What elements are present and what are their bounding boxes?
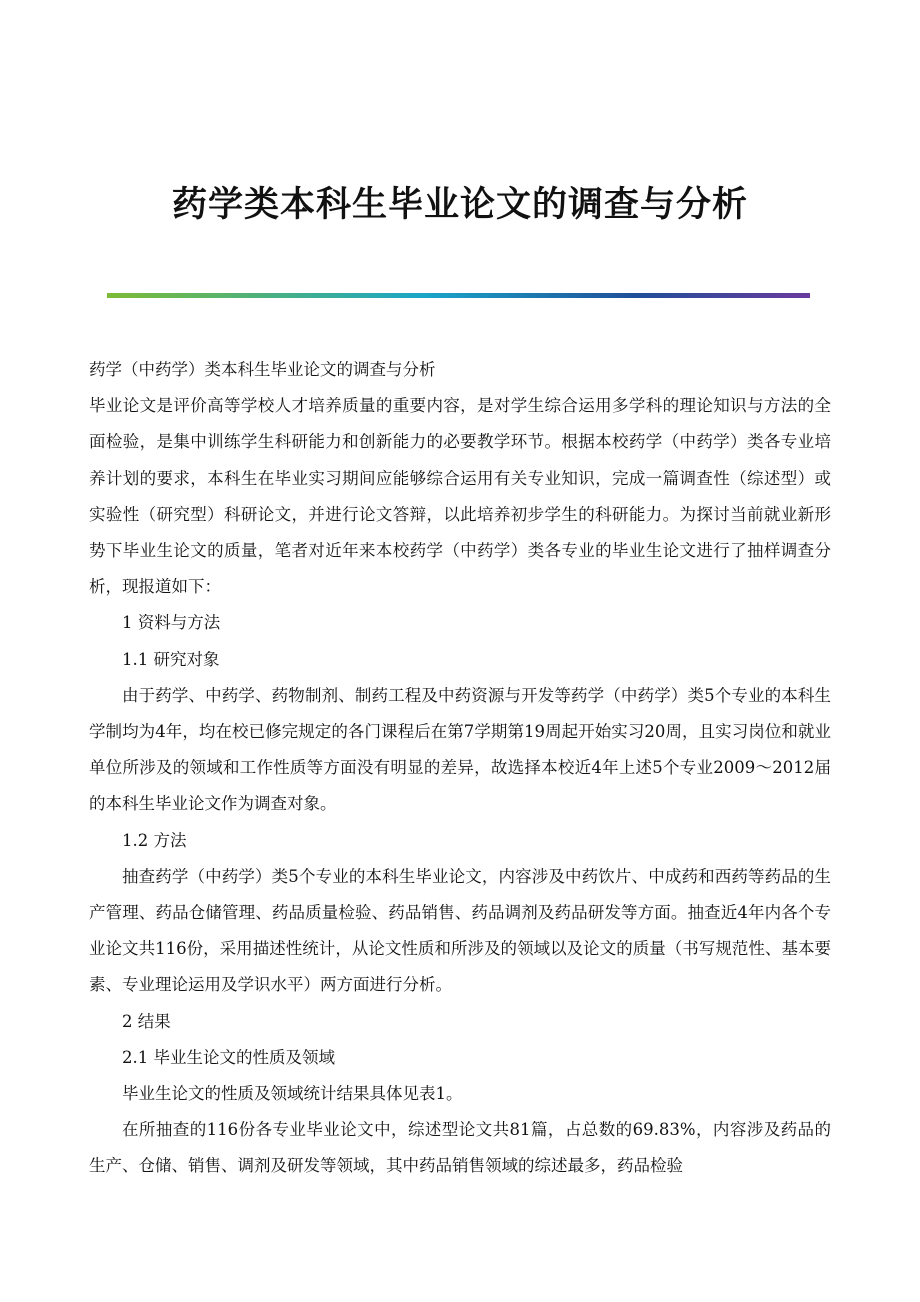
paragraph-table-ref: 毕业生论文的性质及领域统计结果具体见表1。 — [122, 1084, 463, 1104]
section-heading-2-1: 2.1 毕业生论文的性质及领域 — [122, 1047, 335, 1067]
section-heading-1: 1 资料与方法 — [122, 613, 221, 633]
document-title: 药学类本科生毕业论文的调查与分析 — [171, 185, 748, 225]
section-heading-1-1: 1.1 研究对象 — [122, 649, 220, 669]
subtitle: 药学（中药学）类本科生毕业论文的调查与分析 — [89, 360, 436, 379]
paragraph-results: 在所抽查的116份各专业毕业论文中，综述型论文共81篇，占总数的69.83%，内容涉及药品的生产、仓储、销售、调剂及研发等领域，其中药品销售领域的综述最多，药品检验 — [89, 1120, 831, 1176]
title-divider — [107, 293, 810, 298]
intro-paragraph: 毕业论文是评价高等学校人才培养质量的重要内容，是对学生综合运用多学科的理论知识与方法的全面检验，是集中训练学生科研能力和创新能力的必要教学环节。根据本校药学（中药学）类各专业培养计划的要求，本科生在毕业实习期间应能够综合运用有关专业知识，完成一篇调查性（综述型）或实验性（研究型）科研论文，并进行论文答辩，以此培养初步学生的科研能力。为探讨当前就业新形势下毕业生论文的质量，笔者对近年来本校药学（中药学）类各专业的毕业生论文进行了抽样调查分析，现报道如下： — [89, 396, 831, 597]
paragraph-research-object: 由于药学、中药学、药物制剂、制药工程及中药资源与开发等药学（中药学）类5个专业的本科生学制均为4年，均在校已修完规定的各门课程后在第7学期第19周起开始实习20周，且实习岗位和就业单位所涉及的领域和工作性质等方面没有明显的差异，故选择本校近4年上述5个专业2009～2012届的本科生毕业论文作为调查对象。 — [89, 685, 831, 814]
section-heading-2: 2 结果 — [122, 1011, 171, 1031]
document-body — [89, 352, 831, 1185]
section-heading-1-2: 1.2 方法 — [122, 830, 187, 850]
paragraph-method: 抽查药学（中药学）类5个专业的本科生毕业论文，内容涉及中药饮片、中成药和西药等药品的生产管理、药品仓储管理、药品质量检验、药品销售、药品调剂及药品研发等方面。抽查近4年内各个专业论文共116份，采用描述性统计，从论文性质和所涉及的领域以及论文的质量（书写规范性、基本要素、专业理论运用及学识水平）两方面进行分析。 — [89, 866, 831, 995]
